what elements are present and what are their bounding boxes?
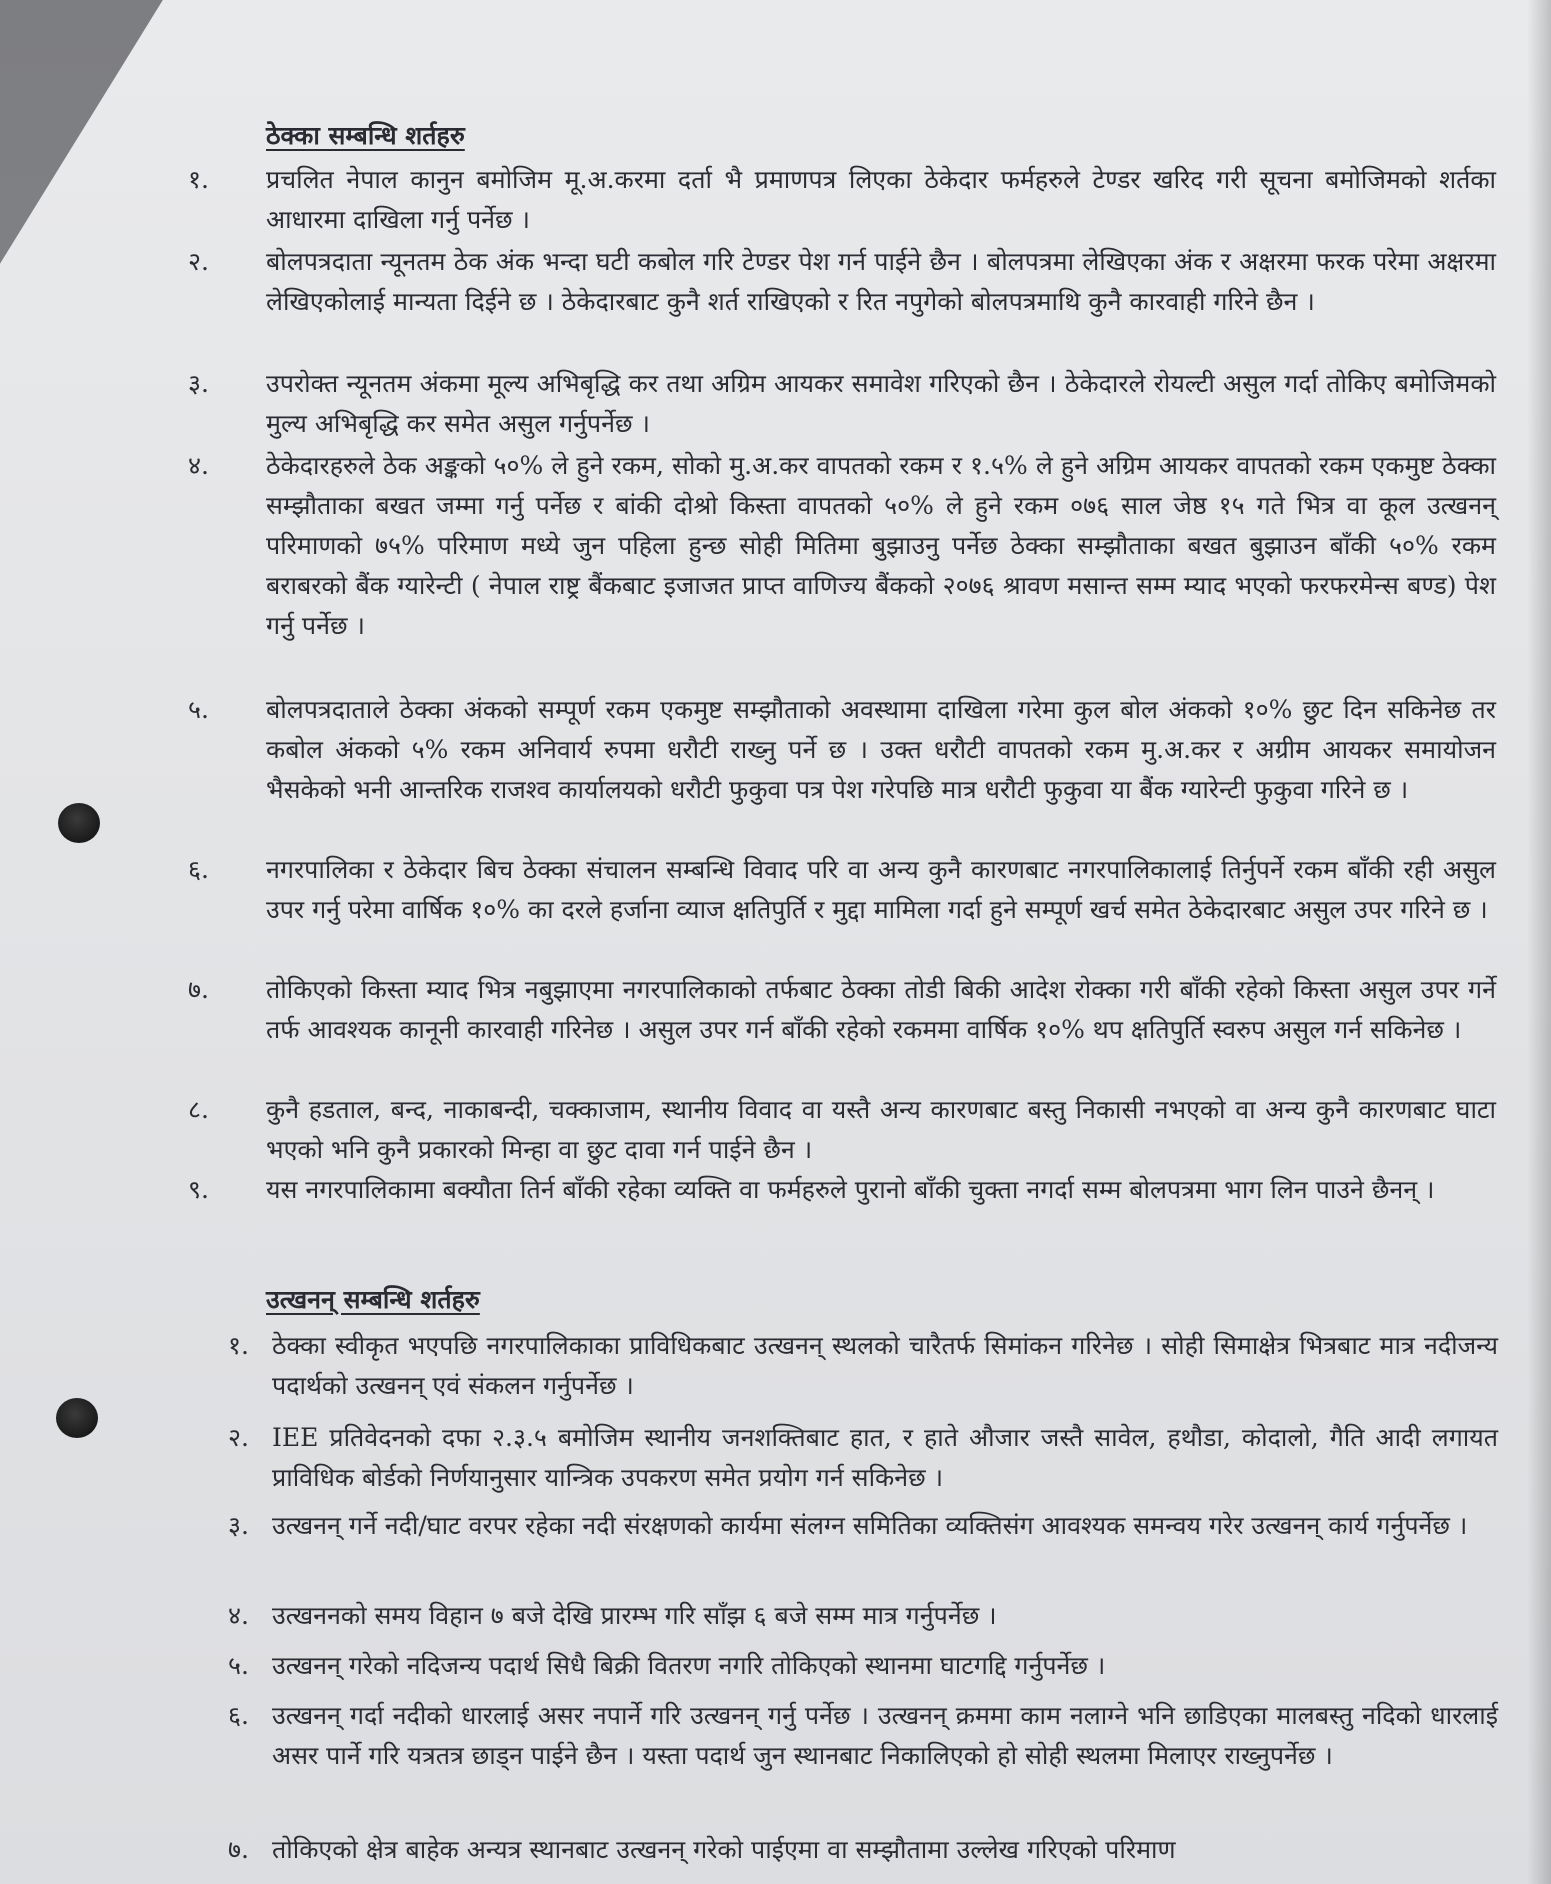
item-text: IEE प्रतिवेदनको दफा २.३.५ बमोजिम स्थानीय जनशक्तिबाट हात, र हाते औजार जस्तै सावेल, हथौडा, कोदालो, गैति आदी लगायत प्राविधिक बोर्डको निर्णयानुसार यान्त्रिक उपकरण समेत प्रयोग गर्न सकिनेछ । [272,1423,1498,1492]
list-item [188,242,1496,322]
item-text: तोकिएको क्षेत्र बाहेक अन्यत्र स्थानबाट उत्खनन् गरेको पाईएमा वा सम्झौतामा उल्लेख गरिएको परिमाण [272,1835,1176,1864]
item-text: उत्खननको समय विहान ७ बजे देखि प्रारम्भ गरि साँझ ६ बजे सम्म मात्र गर्नुपर्नेछ । [272,1601,997,1630]
punch-hole-icon [58,803,100,843]
list-item [188,970,1496,1050]
list-item [228,1506,1498,1546]
list-item [228,1596,1498,1636]
list-item [188,1170,1496,1210]
list-item [228,1646,1498,1686]
item-number: ७. [228,1835,249,1864]
item-number: ९. [188,1175,209,1204]
item-number: ७. [188,975,209,1004]
item-text: बोलपत्रदाता न्यूनतम ठेक अंक भन्दा घटी कबोल गरि टेण्डर पेश गर्न पाईने छैन । बोलपत्रमा लेखिएका अंक र अक्षरमा फरक परेमा अक्षरमा लेखिएकोलाई मान्यता दिईने छ । ठेकेदारबाट कुनै शर्त राखिएको र रित नपुगेको बोलपत्रमाथि कुनै कारवाही गरिने छैन । [266,247,1496,316]
section-heading-contract-terms: ठेक्का सम्बन्धि शर्तहरु [266,121,465,150]
list-item [228,1696,1498,1776]
item-text: कुनै हडताल, बन्द, नाकाबन्दी, चक्काजाम, स्थानीय विवाद वा यस्तै अन्य कारणबाट बस्तु निकासी नभएको वा अन्य कुनै कारणबाट घाटा भएको भनि कुनै प्रकारको मिन्हा वा छुट दावा गर्न पाईने छैन । [266,1095,1496,1164]
item-text: तोकिएको किस्ता म्याद भित्र नबुझाएमा नगरपालिकाको तर्फबाट ठेक्का तोडी बिकी आदेश रोक्का गरी बाँकी रहेको किस्ता असुल उपर गर्ने तर्फ आवश्यक कानूनी कारवाही गरिनेछ । असुल उपर गर्न बाँकी रहेको रकममा वार्षिक १०% थप क्षतिपुर्ति स्वरुप असुल गर्न सकिनेछ । [266,975,1496,1044]
punch-hole-icon [56,1398,98,1438]
item-text: उपरोक्त न्यूनतम अंकमा मूल्य अभिबृद्धि कर तथा अग्रिम आयकर समावेश गरिएको छैन । ठेकेदारले रोयल्टी असुल गर्दा तोकिए बमोजिमको मुल्य अभिबृद्धि कर समेत असुल गर्नुपर्नेछ । [266,369,1496,438]
item-text: नगरपालिका र ठेकेदार बिच ठेक्का संचालन सम्बन्धि विवाद परि वा अन्य कुनै कारणबाट नगरपालिकालाई तिर्नुपर्ने रकम बाँकी रही असुल उपर गर्नु परेमा वार्षिक १०% का दरले हर्जाना व्याज क्षतिपुर्ति र मुद्दा मामिला गर्दा हुने सम्पूर्ण खर्च समेत ठेकेदारबाट असुल उपर गरिने छ । [266,855,1496,924]
item-number: २. [228,1423,249,1452]
list-item [228,1326,1498,1406]
list-item [188,1090,1496,1170]
item-number: ४. [228,1601,249,1630]
item-text: बोलपत्रदाताले ठेक्का अंकको सम्पूर्ण रकम एकमुष्ट सम्झौताको अवस्थामा दाखिला गरेमा कुल बोल अंकको १०% छुट दिन सकिनेछ तर कबोल अंकको ५% रकम अनिवार्य रुपमा धरौटी राख्नु पर्ने छ । उक्त धरौटी वापतको रकम मु.अ.कर र अग्रीम आयकर समायोजन भैसकेको भनी आन्तरिक राजश्व कार्यालयको धरौटी फुकुवा पत्र पेश गरेपछि मात्र धरौटी फुकुवा या बैंक ग्यारेन्टी फुकुवा गरिने छ । [266,695,1496,804]
list-item [188,160,1496,240]
item-text: ठेक्का स्वीकृत भएपछि नगरपालिकाका प्राविधिकबाट उत्खनन् स्थलको चारैतर्फ सिमांकन गरिनेछ । सोही सिमाक्षेत्र भित्रबाट मात्र नदीजन्य पदार्थको उत्खनन् एवं संकलन गर्नुपर्नेछ । [272,1331,1498,1400]
list-item [188,850,1496,930]
page-edge-shadow [1527,0,1551,1884]
item-text: यस नगरपालिकामा बक्यौता तिर्न बाँकी रहेका व्यक्ति वा फर्महरुले पुरानो बाँकी चुक्ता नगर्दा सम्म बोलपत्रमा भाग लिन पाउने छैनन् । [266,1175,1435,1204]
item-text: ठेकेदारहरुले ठेक अङ्कको ५०% ले हुने रकम, सोको मु.अ.कर वापतको रकम र १.५% ले हुने अग्रिम आयकर वापतको रकम एकमुष्ट ठेक्का सम्झौताका बखत जम्मा गर्नु पर्नेछ र बांकी दोश्रो किस्ता वापतको ५०% ले हुने रकम ०७६ साल जेष्ठ १५ गते भित्र वा कूल उत्खनन् परिमाणको ७५% परिमाण मध्ये जुन पहिला हुन्छ सोही मितिमा बुझाउनु पर्नेछ ठेक्का सम्झौताका बखत बुझाउन बाँकी ५०% रकम बराबरको बैंक ग्यारेन्टी ( नेपाल राष्ट्र बैंकबाट इजाजत प्राप्त वाणिज्य बैंकको २०७६ श्रावण मसान्त सम्म म्याद भएको फरफरमेन्स बण्ड) पेश गर्नु पर्नेछ । [266,451,1496,640]
item-number: ५. [188,695,209,724]
list-item [188,690,1496,810]
item-number: ३. [188,369,209,398]
list-item [228,1830,1498,1870]
item-text: प्रचलित नेपाल कानुन बमोजिम मू.अ.करमा दर्ता भै प्रमाणपत्र लिएका ठेकेदार फर्महरुले टेण्डर खरिद गरी सूचना बमोजिमको शर्तका आधारमा दाखिला गर्नु पर्नेछ । [266,165,1496,234]
item-number: ३. [228,1511,249,1540]
item-number: १. [188,165,209,194]
item-number: ८. [188,1095,209,1124]
list-item [188,446,1496,646]
item-number: ५. [228,1651,249,1680]
item-number: ६. [228,1701,249,1730]
item-text: उत्खनन् गर्ने नदी/घाट वरपर रहेका नदी संरक्षणको कार्यमा संलग्न समितिका व्यक्तिसंग आवश्यक समन्वय गरेर उत्खनन् कार्य गर्नुपर्नेछ । [272,1511,1468,1540]
section-heading-excavation-terms: उत्खनन् सम्बन्धि शर्तहरु [266,1285,480,1314]
item-number: ४. [188,451,209,480]
list-item [228,1418,1498,1498]
list-item [188,364,1496,444]
item-number: १. [228,1331,249,1360]
item-text: उत्खनन् गरेको नदिजन्य पदार्थ सिधै बिक्री वितरण नगरि तोकिएको स्थानमा घाटगद्दि गर्नुपर्नेछ । [272,1651,1106,1680]
item-number: ६. [188,855,209,884]
item-text: उत्खनन् गर्दा नदीको धारलाई असर नपार्ने गरि उत्खनन् गर्नु पर्नेछ । उत्खनन् क्रममा काम नलाग्ने भनि छाडिएका मालबस्तु नदिको धारलाई असर पार्ने गरि यत्रतत्र छाड्न पाईने छैन । यस्ता पदार्थ जुन स्थानबाट निकालिएको हो सोही स्थलमा मिलाएर राख्नुपर्नेछ । [272,1701,1498,1770]
item-number: २. [188,247,209,276]
